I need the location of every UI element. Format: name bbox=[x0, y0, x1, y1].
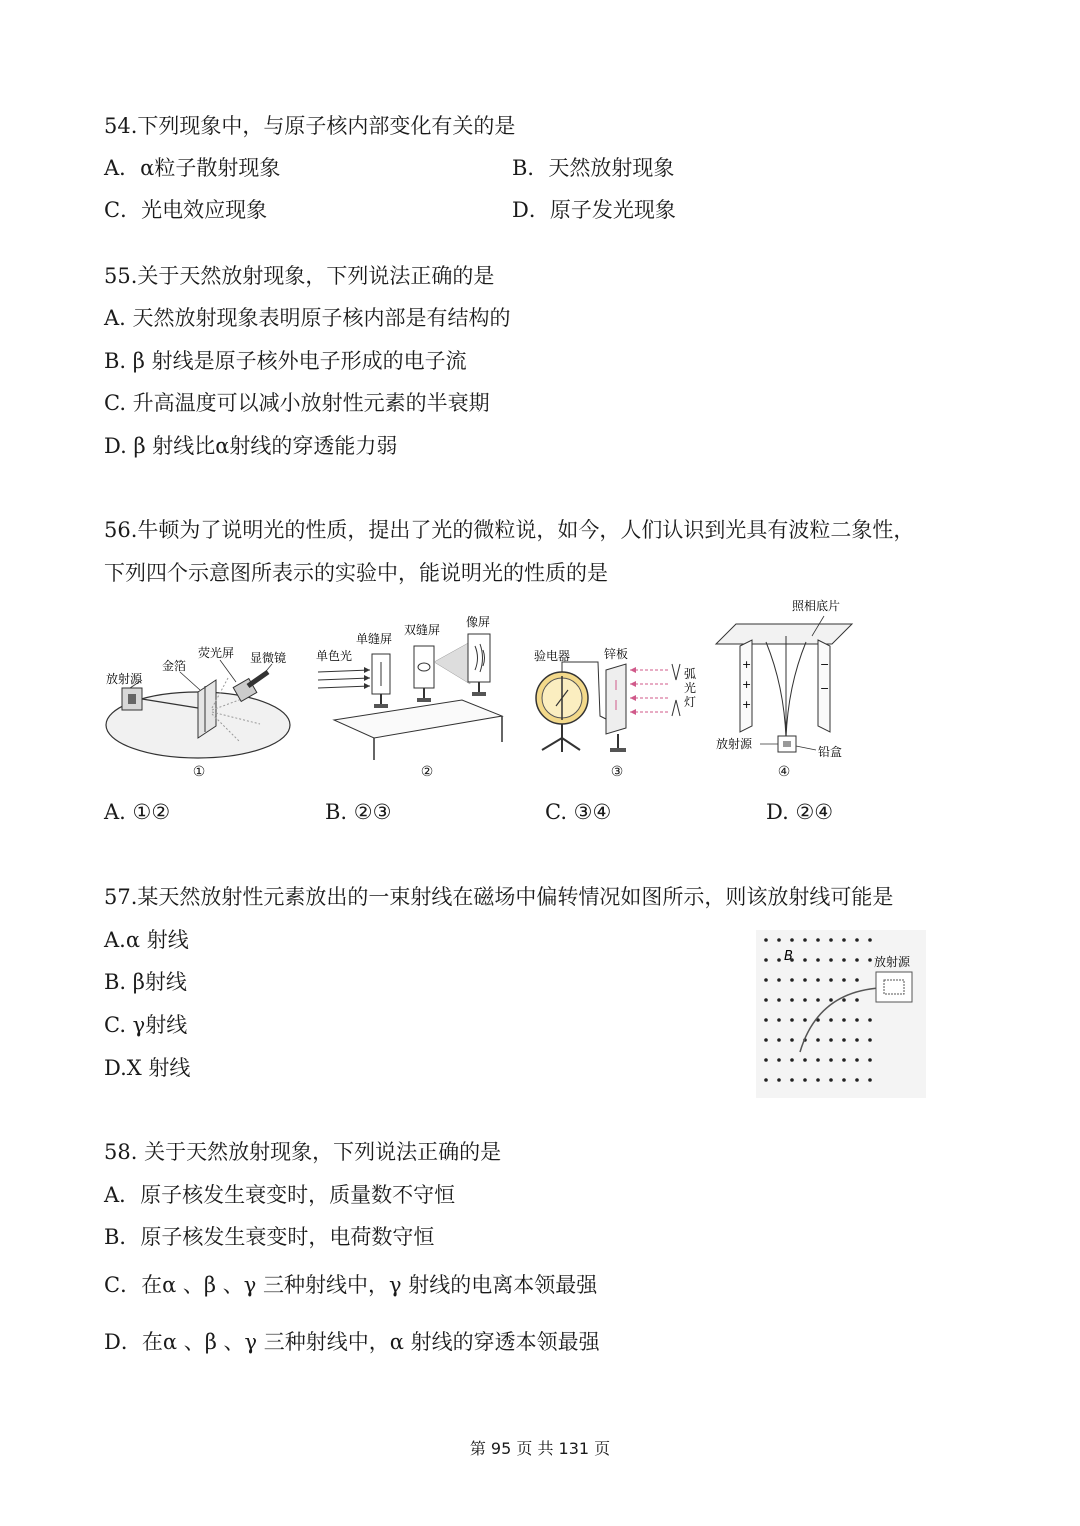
q58-option-b: B．原子核发生衰变时，电荷数守恒 bbox=[104, 1225, 435, 1249]
field-dot bbox=[777, 1018, 781, 1022]
q56-option-b: B. ②③ bbox=[325, 800, 392, 824]
q58-stem: 58. 关于天然放射现象，下列说法正确的是 bbox=[104, 1140, 502, 1164]
field-dot bbox=[829, 958, 833, 962]
fig4-label-film: 照相底片 bbox=[792, 599, 841, 613]
field-dot bbox=[855, 1038, 859, 1042]
field-dot bbox=[868, 1018, 872, 1022]
field-dot bbox=[829, 938, 833, 942]
q56-figure-1 bbox=[100, 630, 305, 765]
q56-figure-2 bbox=[312, 612, 507, 762]
field-dot bbox=[803, 978, 807, 982]
svg-text:+: + bbox=[742, 658, 752, 671]
field-dot bbox=[829, 1058, 833, 1062]
fig1-label-source: 放射源 bbox=[106, 672, 143, 686]
q57-figure bbox=[756, 930, 926, 1098]
field-dot bbox=[790, 1018, 794, 1022]
field-dot bbox=[803, 998, 807, 1002]
field-dot bbox=[777, 958, 781, 962]
fig3-label-lamp-1: 弧 bbox=[684, 667, 697, 681]
field-dot bbox=[777, 1078, 781, 1082]
fig2-caption: ② bbox=[420, 764, 434, 780]
field-dot bbox=[764, 1058, 768, 1062]
svg-text:+: + bbox=[742, 678, 752, 691]
q54-option-a: A．α粒子散射现象 bbox=[104, 156, 281, 180]
q55-option-c: C. 升高温度可以减小放射性元素的半衰期 bbox=[104, 391, 490, 415]
fig4-caption: ④ bbox=[777, 764, 791, 780]
field-dot bbox=[855, 958, 859, 962]
field-dot bbox=[829, 1018, 833, 1022]
field-dot bbox=[842, 958, 846, 962]
field-dot bbox=[842, 938, 846, 942]
field-dot bbox=[842, 978, 846, 982]
fig3-label-electroscope: 验电器 bbox=[534, 649, 571, 663]
q56-figure-3 bbox=[528, 640, 708, 760]
field-dot bbox=[803, 938, 807, 942]
field-dot bbox=[842, 1018, 846, 1022]
field-dot bbox=[816, 1058, 820, 1062]
q56-figure-4 bbox=[712, 596, 862, 764]
field-dot bbox=[855, 1078, 859, 1082]
field-dot bbox=[842, 1038, 846, 1042]
field-dot bbox=[777, 978, 781, 982]
field-dot bbox=[855, 1058, 859, 1062]
field-dot bbox=[777, 938, 781, 942]
field-dot bbox=[803, 1058, 807, 1062]
field-dot bbox=[764, 958, 768, 962]
q57-stem: 57.某天然放射性元素放出的一束射线在磁场中偏转情况如图所示，则该放射线可能是 bbox=[104, 885, 894, 909]
fig1-label-microscope: 显微镜 bbox=[250, 651, 287, 665]
field-dot bbox=[764, 978, 768, 982]
field-dot bbox=[777, 1038, 781, 1042]
field-dot bbox=[790, 1038, 794, 1042]
field-dot bbox=[803, 958, 807, 962]
field-dot bbox=[764, 1018, 768, 1022]
field-dot bbox=[855, 938, 859, 942]
q56-option-a: A. ①② bbox=[104, 800, 171, 824]
fig3-caption: ③ bbox=[610, 764, 624, 780]
field-dot bbox=[868, 1038, 872, 1042]
q56-stem-line2: 下列四个示意图所表示的实验中，能说明光的性质的是 bbox=[104, 561, 608, 585]
q58-option-d: D．在α 、β 、γ 三种射线中，α 射线的穿透本领最强 bbox=[104, 1330, 600, 1354]
svg-text:−: − bbox=[820, 658, 830, 671]
field-dot bbox=[855, 1018, 859, 1022]
q55-option-d: D. β 射线比α射线的穿透能力弱 bbox=[104, 434, 398, 458]
svg-text:−: − bbox=[820, 682, 830, 695]
field-dot bbox=[790, 938, 794, 942]
q55-option-a: A. 天然放射现象表明原子核内部是有结构的 bbox=[104, 306, 511, 330]
page-footer: 第 95 页 共 131 页 bbox=[469, 1439, 611, 1458]
q58-option-c: C．在α 、β 、γ 三种射线中，γ 射线的电离本领最强 bbox=[104, 1273, 598, 1297]
fig4-label-box: 铅盒 bbox=[818, 745, 843, 759]
fig4-label-source: 放射源 bbox=[716, 737, 753, 751]
field-dot bbox=[816, 958, 820, 962]
field-dot bbox=[855, 998, 859, 1002]
field-dot bbox=[842, 1078, 846, 1082]
q58-option-a: A．原子核发生衰变时，质量数不守恒 bbox=[104, 1183, 456, 1207]
q54-option-b: B．天然放射现象 bbox=[512, 156, 675, 180]
q57-option-a: A.α 射线 bbox=[104, 928, 189, 952]
field-dot bbox=[829, 1078, 833, 1082]
field-dot bbox=[764, 998, 768, 1002]
field-dot bbox=[829, 998, 833, 1002]
fig2-label-image: 像屏 bbox=[466, 615, 491, 629]
q55-option-b: B. β 射线是原子核外电子形成的电子流 bbox=[104, 349, 467, 373]
field-dot bbox=[868, 1078, 872, 1082]
q57-option-c: C. γ射线 bbox=[104, 1013, 188, 1037]
q56-option-d: D. ②④ bbox=[766, 800, 834, 824]
fig3-label-lamp-3: 灯 bbox=[684, 695, 697, 709]
q57-label-b: B bbox=[784, 949, 793, 964]
field-dot bbox=[790, 978, 794, 982]
field-dot bbox=[829, 978, 833, 982]
field-dot bbox=[816, 978, 820, 982]
field-dot bbox=[868, 958, 872, 962]
field-dot bbox=[764, 1078, 768, 1082]
field-dot bbox=[816, 998, 820, 1002]
field-dot bbox=[777, 998, 781, 1002]
field-dot bbox=[816, 938, 820, 942]
fig1-label-foil: 金箔 bbox=[162, 659, 187, 673]
field-dot bbox=[829, 1038, 833, 1042]
field-dot bbox=[790, 998, 794, 1002]
field-dot bbox=[790, 1078, 794, 1082]
fig3-label-zinc: 锌板 bbox=[604, 647, 629, 661]
fig3-label-lamp-2: 光 bbox=[684, 681, 697, 695]
q56-stem-line1: 56.牛顿为了说明光的性质，提出了光的微粒说，如今，人们认识到光具有波粒二象性， bbox=[104, 518, 915, 542]
field-dot bbox=[803, 1078, 807, 1082]
fig2-label-single: 单缝屏 bbox=[356, 632, 393, 646]
fig1-label-screen: 荧光屏 bbox=[198, 646, 235, 660]
fig1-caption: ① bbox=[192, 764, 206, 780]
fig2-label-double: 双缝屏 bbox=[404, 623, 441, 637]
q57-label-source: 放射源 bbox=[874, 955, 911, 969]
q56-option-c: C. ③④ bbox=[545, 800, 612, 824]
field-dot bbox=[855, 978, 859, 982]
field-dot bbox=[790, 1058, 794, 1062]
field-dot bbox=[803, 1018, 807, 1022]
field-dot bbox=[764, 1038, 768, 1042]
field-dot bbox=[764, 938, 768, 942]
svg-text:+: + bbox=[742, 698, 752, 711]
q54-option-d: D．原子发光现象 bbox=[512, 198, 676, 222]
q57-option-b: B. β射线 bbox=[104, 970, 187, 994]
q55-stem: 55.关于天然放射现象，下列说法正确的是 bbox=[104, 264, 495, 288]
q57-option-d: D.X 射线 bbox=[104, 1056, 191, 1080]
fig2-label-light: 单色光 bbox=[316, 649, 353, 663]
field-dot bbox=[868, 1058, 872, 1062]
field-dot bbox=[842, 998, 846, 1002]
field-dot bbox=[842, 1058, 846, 1062]
field-dot bbox=[816, 1078, 820, 1082]
field-dot bbox=[777, 1058, 781, 1062]
q54-option-c: C．光电效应现象 bbox=[104, 198, 268, 222]
field-dot bbox=[868, 938, 872, 942]
field-dot bbox=[816, 1038, 820, 1042]
q54-stem: 54.下列现象中，与原子核内部变化有关的是 bbox=[104, 114, 516, 138]
